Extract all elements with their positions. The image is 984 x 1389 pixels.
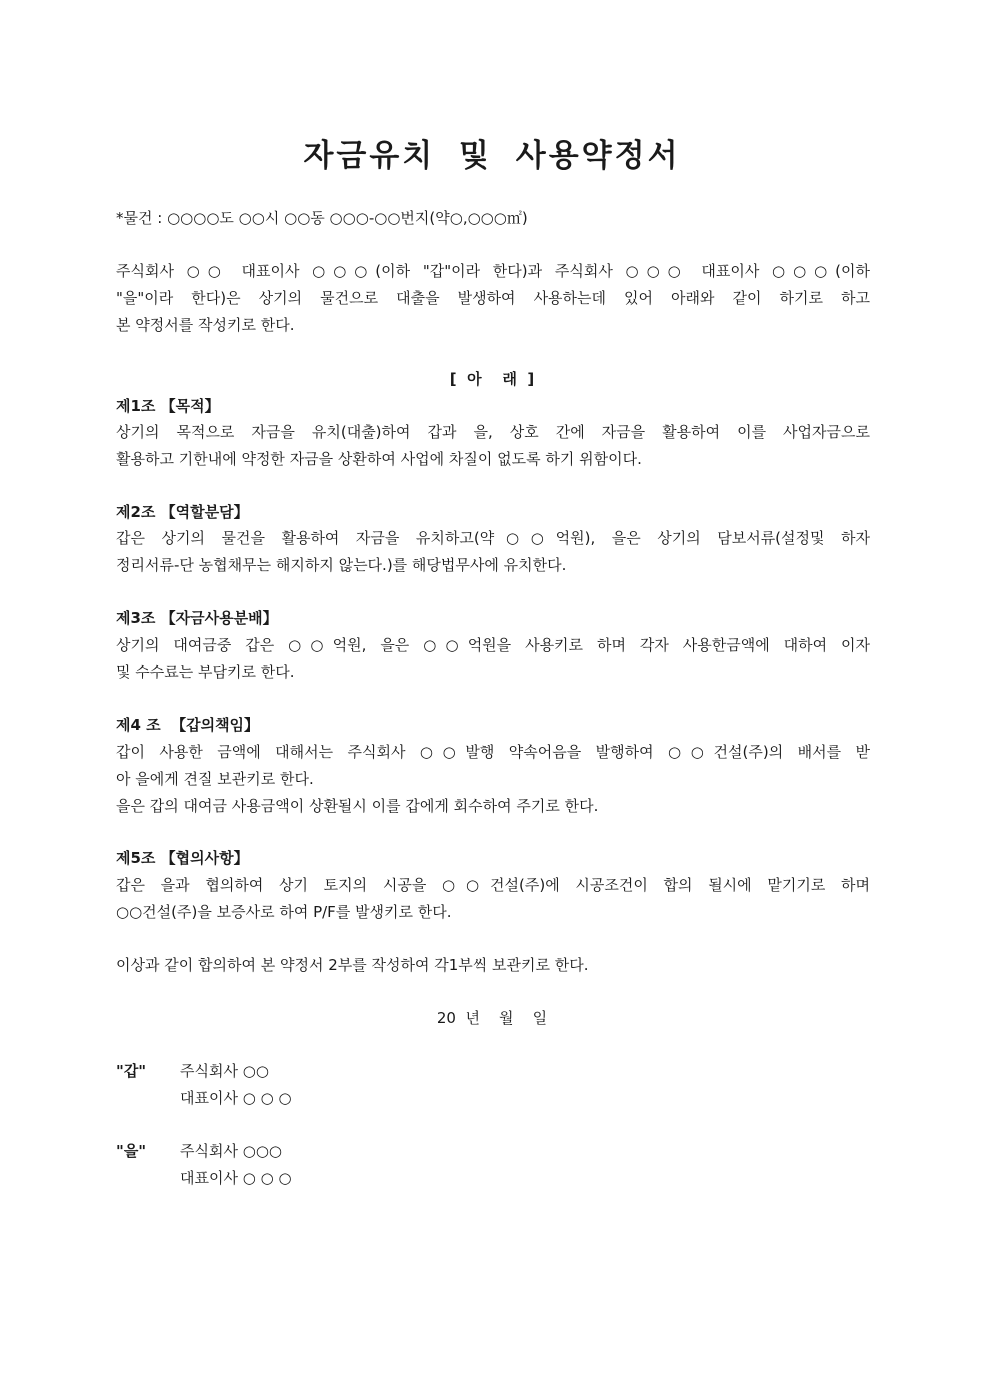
closing-text: 이상과 같이 합의하여 본 약정서 2부를 작성하여 각1부씩 보관키로 한다. — [116, 956, 589, 974]
property-line — [116, 205, 870, 232]
article-line: 상기의 목적으로 자금을 유치(대출)하여 갑과 을, 상호 간에 자금을 활용하여 이를 사업자금으로 — [116, 423, 870, 441]
intro-line: 본 약정서를 작성키로 한다. — [116, 316, 295, 334]
party-b-label: "을" — [116, 1142, 147, 1160]
party-a-label: "갑" — [116, 1062, 147, 1080]
party-b-representative: 대표이사 ○ ○ ○ — [180, 1169, 292, 1187]
article-line: 을은 갑의 대여금 사용금액이 상환될시 이를 갑에게 회수하여 주기로 한다. — [116, 797, 599, 815]
article-4-heading: 제4 조 【갑의책임】 — [116, 716, 260, 734]
article-line: 정리서류-단 농협채무는 해지하지 않는다.)를 해당법무사에 유치한다. — [116, 556, 567, 574]
article-2-body — [116, 525, 870, 579]
article-line: ○○건설(주)을 보증사로 하여 P/F를 발생키로 한다. — [116, 903, 452, 921]
article-1-body — [116, 419, 870, 473]
article-line: 및 수수료는 부담키로 한다. — [116, 663, 295, 681]
intro-line: "을"이라 한다)은 상기의 물건으로 대출을 발생하여 사용하는데 있어 아래와 같이 하기로 하고 — [116, 289, 870, 307]
article-line: 상기의 대여금중 갑은 ○○억원, 을은 ○○억원을 사용키로 하며 각자 사용한금액에 대하여 이자 — [116, 636, 870, 654]
document-title: 자금유치 및 사용약정서 — [303, 138, 681, 174]
article-3-body — [116, 632, 870, 686]
article-line: 갑은 을과 협의하여 상기 토지의 시공을 ○○건설(주)에 시공조건이 합의 될시에 맡기기로 하며 — [116, 876, 870, 894]
article-5-body — [116, 872, 870, 926]
article-3-heading: 제3조 【자금사용분배】 — [116, 609, 278, 627]
article-line: 갑이 사용한 금액에 대해서는 주식회사 ○○발행 약속어음을 발행하여 ○○건설(주)의 배서를 받 — [116, 743, 870, 761]
party-a-representative: 대표이사 ○ ○ ○ — [180, 1089, 292, 1107]
below-heading: [ 아 래 ] — [449, 370, 535, 388]
article-5-heading: 제5조 【협의사항】 — [116, 849, 249, 867]
article-1-heading: 제1조 【목적】 — [116, 397, 220, 415]
signing-date: 20 년 월 일 — [436, 1009, 548, 1027]
article-2-heading: 제2조 【역할분담】 — [116, 503, 249, 521]
intro-paragraph — [116, 258, 870, 339]
intro-line: 주식회사 ○○ 대표이사 ○○○(이하 "갑"이라 한다)과 주식회사 ○○○ 대표이사 ○○○(이하 — [116, 262, 870, 280]
party-b-company: 주식회사 ○○○ — [180, 1142, 282, 1160]
article-line: 활용하고 기한내에 약정한 자금을 상환하여 사업에 차질이 없도록 하기 위함이다. — [116, 450, 642, 468]
article-line: 갑은 상기의 물건을 활용하여 자금을 유치하고(약○○억원), 을은 상기의 담보서류(설정및 하자 — [116, 529, 870, 547]
closing-paragraph — [116, 952, 870, 979]
article-4-body — [116, 739, 870, 820]
party-a-company: 주식회사 ○○ — [180, 1062, 269, 1080]
property-text: *물건 : ○○○○도 ○○시 ○○동 ○○○-○○번지(약○,○○○㎡) — [116, 209, 528, 227]
article-line: 아 을에게 견질 보관키로 한다. — [116, 770, 314, 788]
